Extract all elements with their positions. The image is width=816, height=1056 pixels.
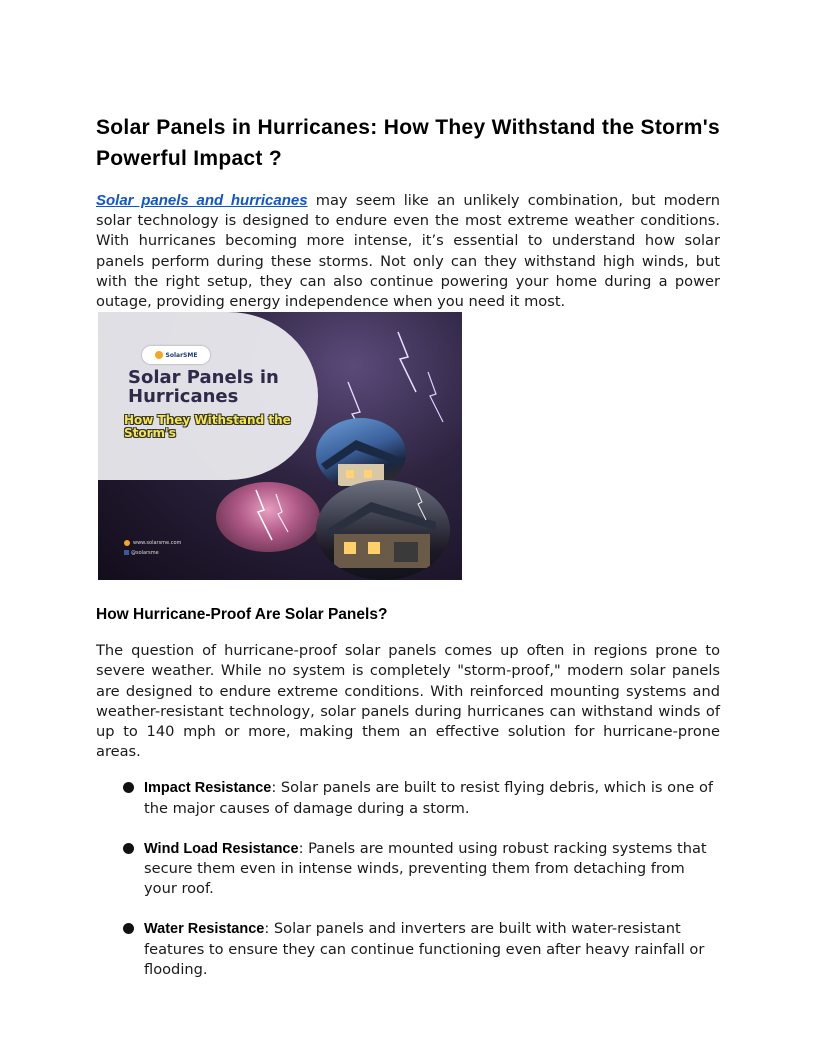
list-item	[96, 839, 720, 900]
bullet-text: : Solar panels and inverters are built with water-resistant features to ensure they can continue functioning even after heavy rainfall or flooding.	[144, 920, 705, 978]
bullet-term: Wind Load Resistance	[144, 840, 299, 857]
solarsme-logo	[142, 346, 210, 364]
lightning-icon	[216, 482, 320, 552]
lightning-storm-photo	[216, 482, 320, 552]
social-icon	[124, 550, 129, 555]
hero-image	[98, 312, 462, 580]
house-night-photo	[316, 480, 450, 580]
hero-social: @solarsme	[131, 550, 159, 557]
intro-paragraph	[96, 191, 720, 312]
house-night-icon	[316, 480, 450, 580]
bullet-icon	[123, 923, 134, 934]
section-heading: How Hurricane-Proof Are Solar Panels?	[96, 606, 388, 624]
bullet-term: Water Resistance	[144, 921, 265, 938]
house-solar-photo	[316, 418, 406, 490]
list-item	[96, 919, 720, 980]
intro-text: may seem like an unlikely combination, but modern solar technology is designed to endure even the most extreme weather conditions. With hurricanes becoming more intense, it’s essential to understand how solar panels perform during these storms. Not only can they withstand high winds, but with the right setup, they can also continue powering your home during a power outage, providing energy independence when you need it most.	[96, 192, 721, 311]
list-item	[96, 778, 720, 818]
page-title: Solar Panels in Hurricanes: How They Withstand the Storm's Powerful Impact ?	[96, 116, 720, 170]
bullet-icon	[123, 843, 134, 854]
feature-list	[96, 778, 720, 980]
bullet-icon	[123, 782, 134, 793]
bullet-text: : Solar panels are built to resist flying debris, which is one of the major causes of damage during a storm.	[144, 779, 714, 817]
globe-icon	[124, 540, 130, 546]
hero-footer	[124, 538, 181, 558]
hero-subheading: How They Withstand the Storm's	[124, 413, 291, 441]
sun-logo-icon	[155, 351, 163, 359]
hero-website: www.solarsme.com	[133, 540, 182, 547]
section-paragraph: The question of hurricane-proof solar panels comes up often in regions prone to severe weather. While no system is completely "storm-proof," modern solar panels are designed to endure extreme conditions. With reinforced mounting systems and weather-resistant technology, solar panels during hurricanes can withstand winds of up to 140 mph or more, making them an effective solution for hurricane-prone areas.	[96, 642, 720, 761]
house-icon	[316, 418, 406, 490]
document-page	[96, 112, 720, 1000]
solar-hurricanes-link[interactable]: Solar panels and hurricanes	[96, 192, 308, 209]
logo-text: SolarSME	[165, 351, 198, 359]
hero-heading: Solar Panels in Hurricanes	[128, 367, 279, 408]
bullet-text: : Panels are mounted using robust racking systems that secure them even in intense winds, preventing them from detaching from your roof.	[144, 839, 707, 898]
bullet-term: Impact Resistance	[144, 780, 272, 797]
